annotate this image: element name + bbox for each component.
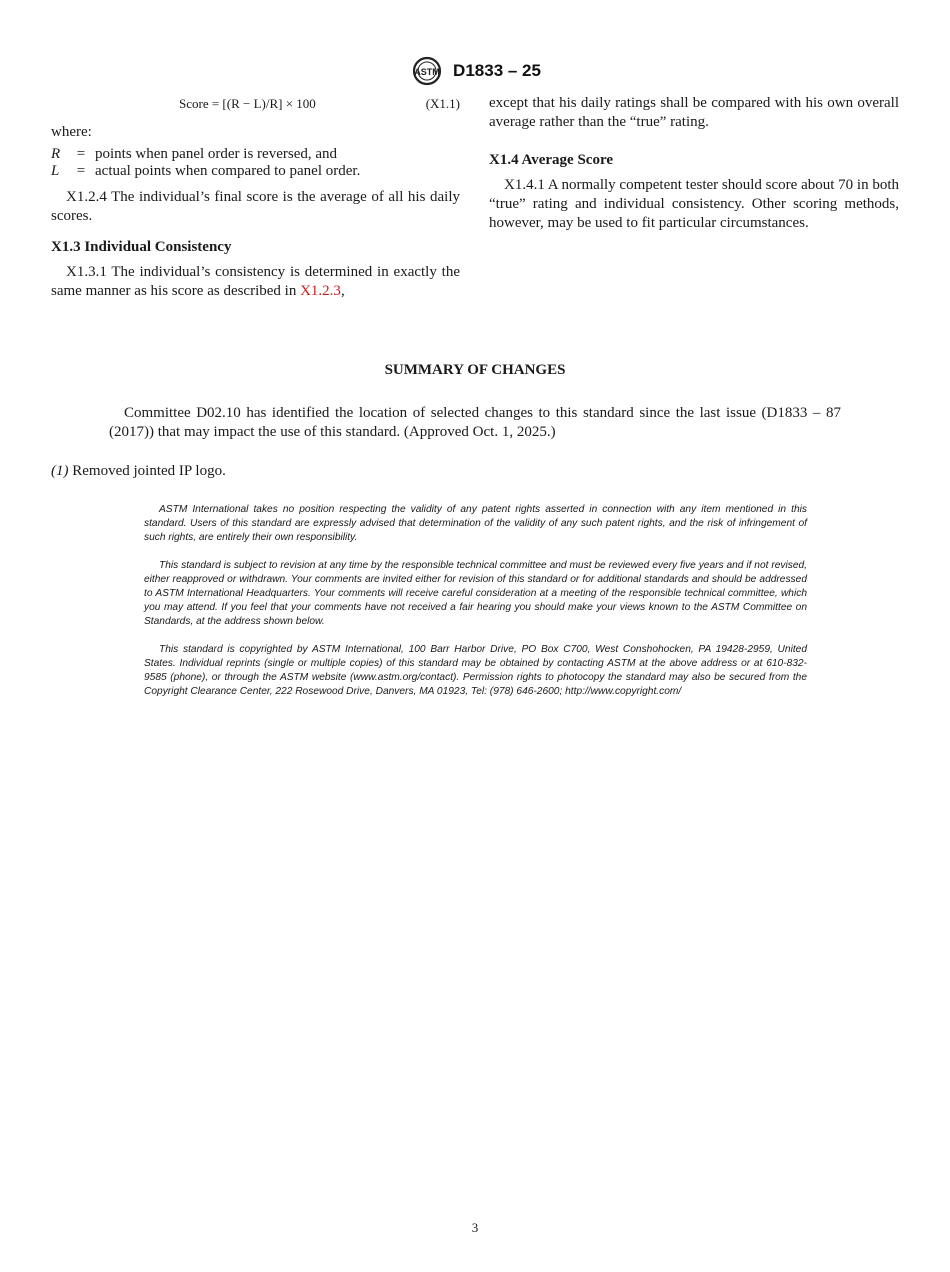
definition-equals: =	[76, 146, 86, 162]
definition-symbol: L	[51, 163, 60, 179]
change-item-number: (1)	[51, 463, 69, 479]
paragraph-tail: ,	[340, 283, 345, 299]
equation-x1-1	[51, 94, 460, 114]
heading-x1-3: X1.3 Individual Consistency	[51, 239, 232, 255]
notice-revision: This standard is subject to revision at any time by the responsible technical committee and must be reviewed every five years and if not revised, either reapproved or withdrawn. Your comments are invited either for revision of this standard or for additional standards and should be addressed to ASTM International Headquarters. Your comments will receive careful consideration at a meeting of the responsible technical committee, which you may attend. If you feel that your comments have not received a fair hearing you should make your views known to the ASTM Committee on Standards, at the address shown below.	[144, 560, 807, 627]
paragraph-x1-4-1: X1.4.1 A normally competent tester should score about 70 in both “true” rating and individual consistency. Other scoring methods, however, may be used to fit particular circumstances.	[489, 177, 899, 231]
paragraph-x1-2-4: X1.2.4 The individual’s final score is the average of all his daily scores.	[51, 189, 460, 224]
right-column	[489, 94, 899, 233]
definition-text: points when panel order is reversed, and	[95, 146, 338, 162]
standard-designation: D1833 – 25	[453, 61, 541, 80]
equation-number: (X1.1)	[425, 96, 460, 111]
change-item-text: Removed jointed IP logo.	[72, 463, 226, 479]
paragraph-continuation: except that his daily ratings shall be compared with his own overall average rather than the “true” rating.	[489, 95, 899, 130]
definition-symbol: R	[51, 146, 61, 162]
page-number: 3	[471, 1220, 479, 1235]
left-column	[51, 94, 460, 301]
page-header	[0, 56, 950, 86]
summary-intro: Committee D02.10 has identified the location of selected changes to this standard since the last issue (D1833 – 87 (2017)) that may impact the use of this standard. (Approved Oct. 1, 2025.)	[109, 405, 841, 440]
change-item	[51, 463, 226, 480]
legal-notices	[144, 503, 807, 713]
where-label: where:	[51, 124, 92, 140]
equation-formula: Score = [(R − L)/R] × 100	[179, 96, 316, 111]
summary-title: SUMMARY OF CHANGES	[384, 362, 566, 378]
definitions-list	[51, 146, 460, 180]
paragraph-x1-3-1	[51, 263, 460, 301]
svg-text:ASTM: ASTM	[414, 67, 440, 77]
definition-equals: =	[76, 163, 86, 179]
notice-patent: ASTM International takes no position respecting the validity of any patent rights asserted in connection with any item mentioned in this standard. Users of this standard are expressly advised that determination of the validity of any such patent rights, and the risk of infringement of such rights, are entirely their own responsibility.	[144, 504, 807, 543]
definition-text: actual points when compared to panel order.	[95, 163, 361, 179]
definition-l	[51, 163, 460, 180]
section-link-x1-2-3[interactable]: X1.2.3	[300, 283, 341, 299]
astm-logo-icon	[409, 56, 445, 86]
notice-copyright: This standard is copyrighted by ASTM International, 100 Barr Harbor Drive, PO Box C700, West Conshohocken, PA 19428-2959, United States. Individual reprints (single or multiple copies) of this standard may be obtained by contacting ASTM at the above address or at 610-832-9585 (phone), or through the ASTM website (www.astm.org/contact). Permission rights to photocopy the standard may also be secured from the Copyright Clearance Center, 222 Rosewood Drive, Danvers, MA 01923, Tel: (978) 646-2600; http://www.copyright.com/	[144, 644, 807, 697]
heading-x1-4: X1.4 Average Score	[489, 152, 613, 168]
paragraph-text: X1.3.1 The individual’s consistency is determined in exactly the same manner as his score as described in	[51, 264, 460, 299]
definition-r	[51, 146, 460, 163]
